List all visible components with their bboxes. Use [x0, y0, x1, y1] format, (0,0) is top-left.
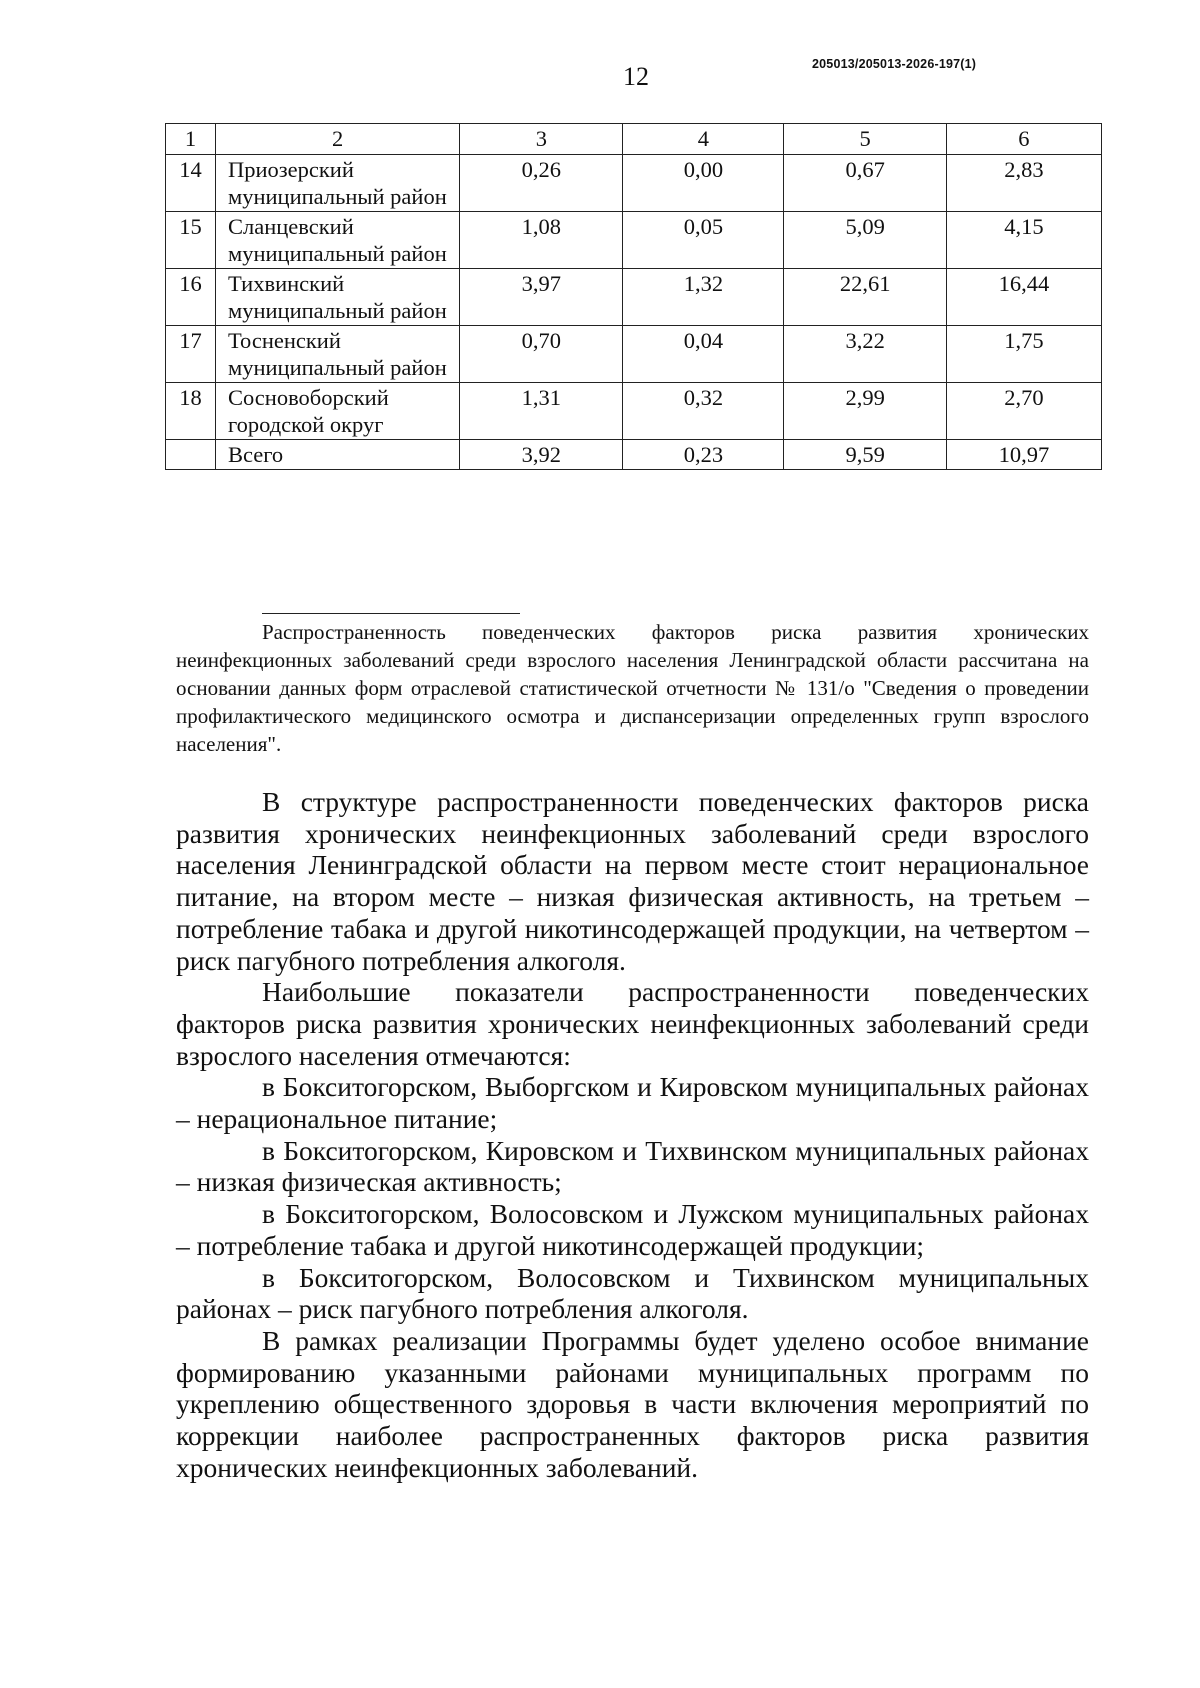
- column-header-5: 5: [784, 124, 946, 155]
- value-col-4: 0,00: [623, 155, 784, 212]
- value-col-6: 16,44: [946, 269, 1101, 326]
- column-header-2: 2: [215, 124, 459, 155]
- column-header-3: 3: [460, 124, 623, 155]
- table-row: [166, 212, 1102, 269]
- district-name: Сланцевский муниципальный район: [215, 212, 459, 269]
- value-col-6: 1,75: [946, 326, 1101, 383]
- value-col-3: 1,08: [460, 212, 623, 269]
- row-number: 17: [166, 326, 216, 383]
- value-col-4: 0,32: [623, 383, 784, 440]
- column-header-1: 1: [166, 124, 216, 155]
- row-number: 14: [166, 155, 216, 212]
- footnote-text: Распространенность поведенческих факторов риска развития хронических неинфекционных заболеваний среди взрослого населения Ленинградской области рассчитана на основании данных форм отраслевой статистической отчетности № 131/о "Сведения о проведении профилактического медицинского осмотра и диспансеризации определенных групп взрослого населения".: [176, 620, 1089, 756]
- district-name: Сосновоборский городской округ: [215, 383, 459, 440]
- paragraph: в Бокситогорском, Выборгском и Кировском муниципальных районах – нерациональное питание;: [176, 1071, 1089, 1135]
- value-col-6: 4,15: [946, 212, 1101, 269]
- district-name: Приозерский муниципальный район: [215, 155, 459, 212]
- document-code: 205013/205013-2026-197(1): [812, 57, 977, 71]
- value-col-3: 3,97: [460, 269, 623, 326]
- body-text: [176, 786, 1089, 1483]
- row-number: [166, 440, 216, 470]
- column-header-6: 6: [946, 124, 1101, 155]
- table-row: [166, 155, 1102, 212]
- paragraph: в Бокситогорском, Волосовском и Тихвинском муниципальных районах – риск пагубного потребления алкоголя.: [176, 1261, 1089, 1325]
- total-label: Всего: [215, 440, 459, 470]
- value-col-5: 22,61: [784, 269, 946, 326]
- district-name: Тихвинский муниципальный район: [215, 269, 459, 326]
- value-col-6: 10,97: [946, 440, 1101, 470]
- value-col-5: 3,22: [784, 326, 946, 383]
- value-col-5: 2,99: [784, 383, 946, 440]
- row-number: 16: [166, 269, 216, 326]
- table-total-row: [166, 440, 1102, 470]
- value-col-4: 0,05: [623, 212, 784, 269]
- value-col-6: 2,83: [946, 155, 1101, 212]
- value-col-4: 0,04: [623, 326, 784, 383]
- footnote-divider: [262, 613, 520, 614]
- value-col-6: 2,70: [946, 383, 1101, 440]
- row-number: 18: [166, 383, 216, 440]
- statistics-table: [165, 123, 1102, 470]
- table-row: [166, 383, 1102, 440]
- value-col-4: 1,32: [623, 269, 784, 326]
- paragraph: В структуре распространенности поведенческих факторов риска развития хронических неинфекционных заболеваний среди взрослого населения Ленинградской области на первом месте стоит нерациональное питание, на втором месте – низкая физическая активность, на третьем – потребление табака и другой никотинсодержащей продукции, на четвертом – риск пагубного потребления алкоголя.: [176, 786, 1089, 976]
- column-header-4: 4: [623, 124, 784, 155]
- district-name: Тосненский муниципальный район: [215, 326, 459, 383]
- value-col-3: 0,70: [460, 326, 623, 383]
- paragraph: В рамках реализации Программы будет уделено особое внимание формированию указанными районами муниципальных программ по укреплению общественного здоровья в части включения мероприятий по коррекции наиболее распространенных факторов риска развития хронических неинфекционных заболеваний.: [176, 1324, 1089, 1483]
- row-number: 15: [166, 212, 216, 269]
- paragraph: в Бокситогорском, Кировском и Тихвинском муниципальных районах – низкая физическая активность;: [176, 1134, 1089, 1198]
- paragraph: Наибольшие показатели распространенности поведенческих факторов риска развития хронических неинфекционных заболеваний среди взрослого населения отмечаются:: [176, 976, 1089, 1071]
- value-col-5: 9,59: [784, 440, 946, 470]
- table-row: [166, 269, 1102, 326]
- value-col-4: 0,23: [623, 440, 784, 470]
- value-col-5: 0,67: [784, 155, 946, 212]
- table-header-row: [166, 124, 1102, 155]
- table-row: [166, 326, 1102, 383]
- value-col-3: 1,31: [460, 383, 623, 440]
- page-number: 12: [623, 62, 649, 91]
- paragraph: в Бокситогорском, Волосовском и Лужском муниципальных районах – потребление табака и другой никотинсодержащей продукции;: [176, 1198, 1089, 1261]
- value-col-3: 3,92: [460, 440, 623, 470]
- value-col-3: 0,26: [460, 155, 623, 212]
- value-col-5: 5,09: [784, 212, 946, 269]
